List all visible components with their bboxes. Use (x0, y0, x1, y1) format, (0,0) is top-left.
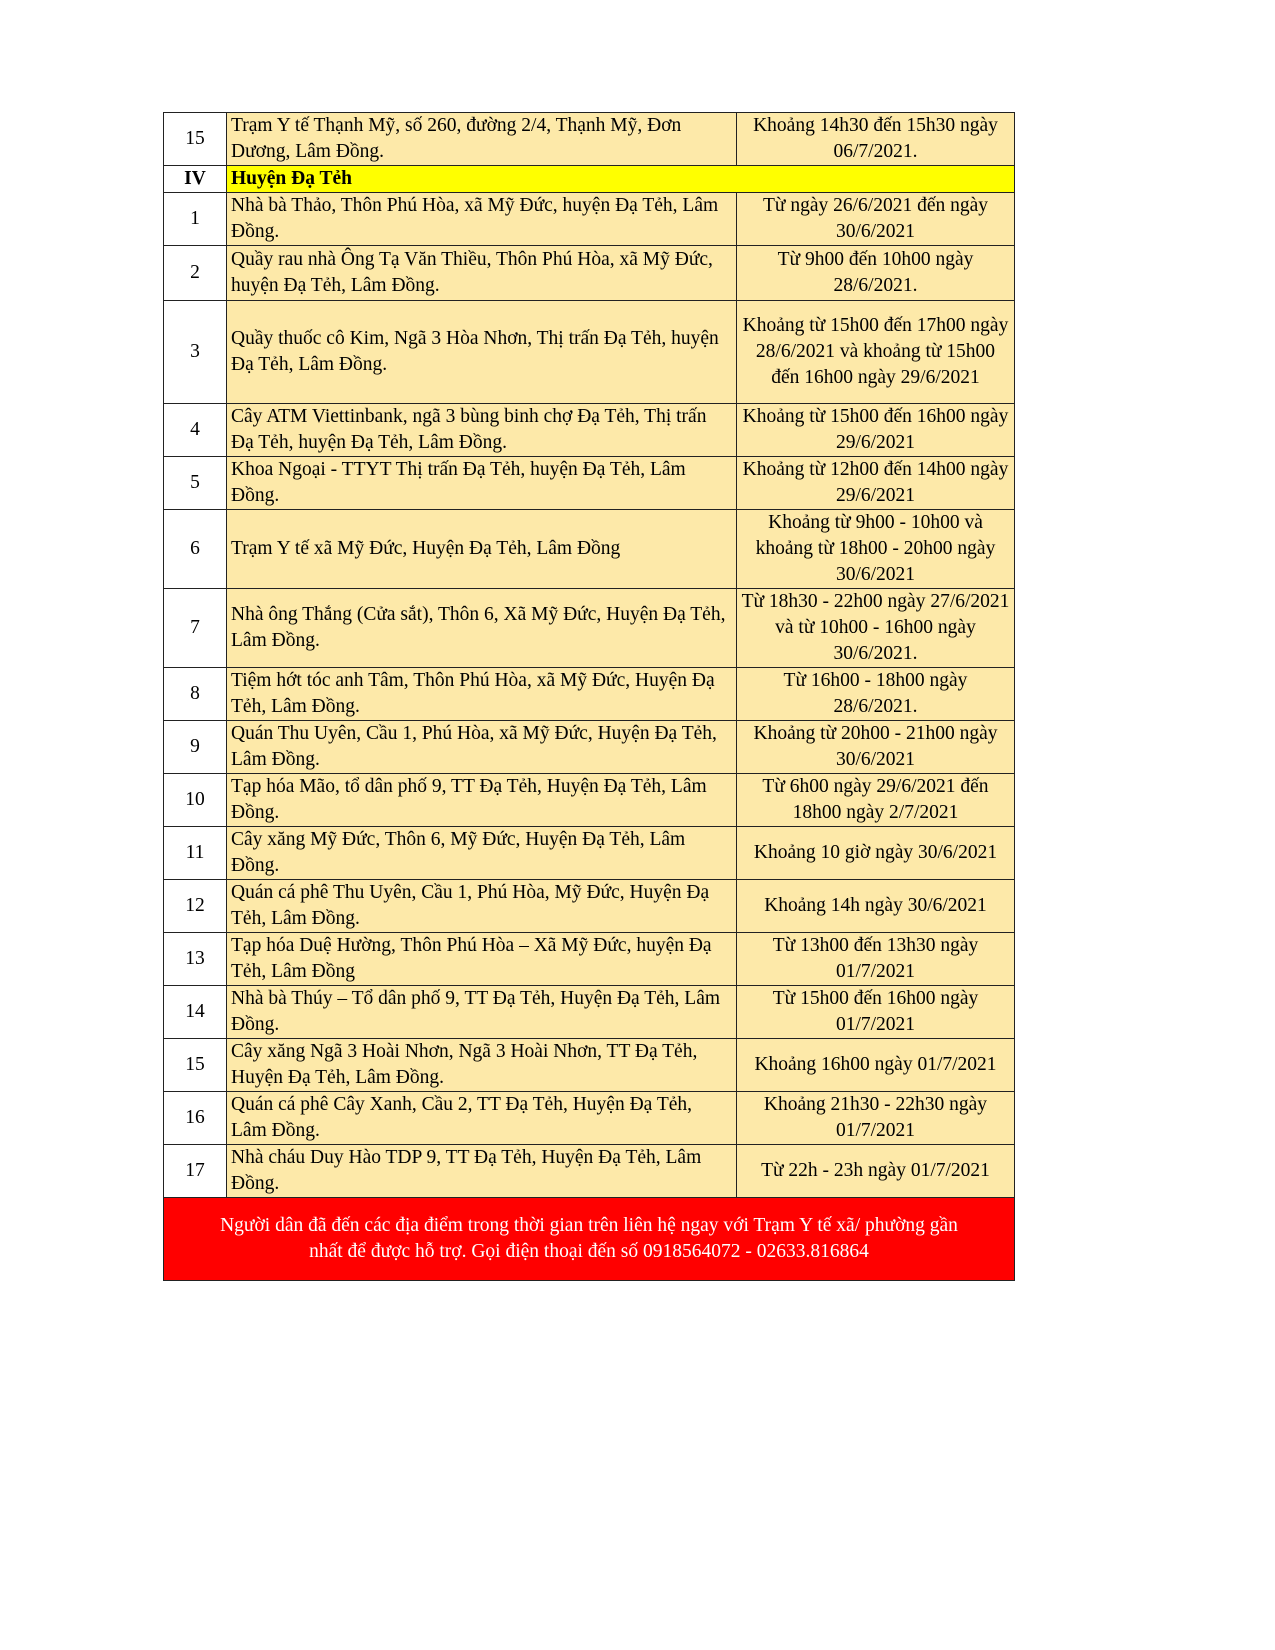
section-header-row (164, 166, 1015, 193)
schedule-table (163, 112, 1015, 1281)
row-number: 3 (164, 301, 227, 404)
row-time: Từ 15h00 đến 16h00 ngày 01/7/2021 (737, 986, 1015, 1039)
table-row (164, 721, 1015, 774)
section-number: IV (164, 166, 227, 193)
row-place: Nhà bà Thúy – Tổ dân phố 9, TT Đạ Tẻh, Huyện Đạ Tẻh, Lâm Đồng. (227, 986, 737, 1039)
row-place: Quán cá phê Cây Xanh, Cầu 2, TT Đạ Tẻh, Huyện Đạ Tẻh, Lâm Đồng. (227, 1092, 737, 1145)
row-number: 9 (164, 721, 227, 774)
row-time: Từ 18h30 - 22h00 ngày 27/6/2021 và từ 10h00 - 16h00 ngày 30/6/2021. (737, 589, 1015, 668)
row-place: Cây ATM Viettinbank, ngã 3 bùng binh chợ Đạ Tẻh, Thị trấn Đạ Tẻh, huyện Đạ Tẻh, Lâm Đồng. (227, 404, 737, 457)
row-place: Nhà bà Thảo, Thôn Phú Hòa, xã Mỹ Đức, huyện Đạ Tẻh, Lâm Đồng. (227, 193, 737, 246)
row-time: Khoảng 14h30 đến 15h30 ngày 06/7/2021. (737, 113, 1015, 166)
footer-notice-row (164, 1198, 1015, 1281)
row-number: 16 (164, 1092, 227, 1145)
table-row (164, 193, 1015, 246)
table-row (164, 986, 1015, 1039)
row-number: 7 (164, 589, 227, 668)
row-number: 2 (164, 246, 227, 301)
row-number: 8 (164, 668, 227, 721)
row-place: Nhà cháu Duy Hào TDP 9, TT Đạ Tẻh, Huyện Đạ Tẻh, Lâm Đồng. (227, 1145, 737, 1198)
table-row (164, 933, 1015, 986)
table-row (164, 404, 1015, 457)
row-place: Quán cá phê Thu Uyên, Cầu 1, Phú Hòa, Mỹ Đức, Huyện Đạ Tẻh, Lâm Đồng. (227, 880, 737, 933)
row-number: 15 (164, 1039, 227, 1092)
footer-notice: Người dân đã đến các địa điểm trong thời gian trên liên hệ ngay với Trạm Y tế xã/ phường gần nhất để được hỗ trợ. Gọi điện thoại đến số 0918564072 - 02633.816864 (164, 1198, 1015, 1281)
table-row (164, 827, 1015, 880)
row-time: Khoảng từ 15h00 đến 16h00 ngày 29/6/2021 (737, 404, 1015, 457)
row-number: 4 (164, 404, 227, 457)
table-row (164, 301, 1015, 404)
row-number: 13 (164, 933, 227, 986)
row-time: Từ 16h00 - 18h00 ngày 28/6/2021. (737, 668, 1015, 721)
row-time: Từ 13h00 đến 13h30 ngày 01/7/2021 (737, 933, 1015, 986)
row-place: Quầy thuốc cô Kim, Ngã 3 Hòa Nhơn, Thị trấn Đạ Tẻh, huyện Đạ Tẻh, Lâm Đồng. (227, 301, 737, 404)
row-time: Từ ngày 26/6/2021 đến ngày 30/6/2021 (737, 193, 1015, 246)
row-place: Trạm Y tế xã Mỹ Đức, Huyện Đạ Tẻh, Lâm Đồng (227, 510, 737, 589)
table-row (164, 510, 1015, 589)
row-time: Khoảng từ 12h00 đến 14h00 ngày 29/6/2021 (737, 457, 1015, 510)
row-place: Khoa Ngoại - TTYT Thị trấn Đạ Tẻh, huyện Đạ Tẻh, Lâm Đồng. (227, 457, 737, 510)
table-row (164, 589, 1015, 668)
row-time: Khoảng 16h00 ngày 01/7/2021 (737, 1039, 1015, 1092)
row-time: Khoảng từ 20h00 - 21h00 ngày 30/6/2021 (737, 721, 1015, 774)
table-row (164, 246, 1015, 301)
row-number: 6 (164, 510, 227, 589)
row-place: Quầy rau nhà Ông Tạ Văn Thiều, Thôn Phú Hòa, xã Mỹ Đức, huyện Đạ Tẻh, Lâm Đồng. (227, 246, 737, 301)
row-place: Tiệm hớt tóc anh Tâm, Thôn Phú Hòa, xã Mỹ Đức, Huyện Đạ Tẻh, Lâm Đồng. (227, 668, 737, 721)
row-number: 15 (164, 113, 227, 166)
row-number: 1 (164, 193, 227, 246)
row-place: Tạp hóa Duệ Hường, Thôn Phú Hòa – Xã Mỹ Đức, huyện Đạ Tẻh, Lâm Đồng (227, 933, 737, 986)
row-number: 11 (164, 827, 227, 880)
row-time: Từ 6h00 ngày 29/6/2021 đến 18h00 ngày 2/7/2021 (737, 774, 1015, 827)
row-time: Khoảng 10 giờ ngày 30/6/2021 (737, 827, 1015, 880)
table-row (164, 668, 1015, 721)
row-number: 5 (164, 457, 227, 510)
table-row (164, 457, 1015, 510)
row-time: Khoảng 14h ngày 30/6/2021 (737, 880, 1015, 933)
section-title: Huyện Đạ Tẻh (227, 166, 1015, 193)
row-place: Trạm Y tế Thạnh Mỹ, số 260, đường 2/4, Thạnh Mỹ, Đơn Dương, Lâm Đồng. (227, 113, 737, 166)
row-time: Khoảng 21h30 - 22h30 ngày 01/7/2021 (737, 1092, 1015, 1145)
table-row (164, 1039, 1015, 1092)
row-time: Từ 9h00 đến 10h00 ngày 28/6/2021. (737, 246, 1015, 301)
row-time: Từ 22h - 23h ngày 01/7/2021 (737, 1145, 1015, 1198)
row-place: Quán Thu Uyên, Cầu 1, Phú Hòa, xã Mỹ Đức, Huyện Đạ Tẻh, Lâm Đồng. (227, 721, 737, 774)
table-row (164, 1092, 1015, 1145)
row-number: 12 (164, 880, 227, 933)
table-row (164, 880, 1015, 933)
row-time: Khoảng từ 15h00 đến 17h00 ngày 28/6/2021 và khoảng từ 15h00 đến 16h00 ngày 29/6/2021 (737, 301, 1015, 404)
row-number: 10 (164, 774, 227, 827)
table-row (164, 113, 1015, 166)
row-place: Nhà ông Thắng (Cửa sắt), Thôn 6, Xã Mỹ Đức, Huyện Đạ Tẻh, Lâm Đồng. (227, 589, 737, 668)
row-place: Cây xăng Mỹ Đức, Thôn 6, Mỹ Đức, Huyện Đạ Tẻh, Lâm Đồng. (227, 827, 737, 880)
table-row (164, 774, 1015, 827)
table-row (164, 1145, 1015, 1198)
row-place: Tạp hóa Mão, tổ dân phố 9, TT Đạ Tẻh, Huyện Đạ Tẻh, Lâm Đồng. (227, 774, 737, 827)
row-number: 14 (164, 986, 227, 1039)
row-number: 17 (164, 1145, 227, 1198)
row-time: Khoảng từ 9h00 - 10h00 và khoảng từ 18h00 - 20h00 ngày 30/6/2021 (737, 510, 1015, 589)
row-place: Cây xăng Ngã 3 Hoài Nhơn, Ngã 3 Hoài Nhơn, TT Đạ Tẻh, Huyện Đạ Tẻh, Lâm Đồng. (227, 1039, 737, 1092)
